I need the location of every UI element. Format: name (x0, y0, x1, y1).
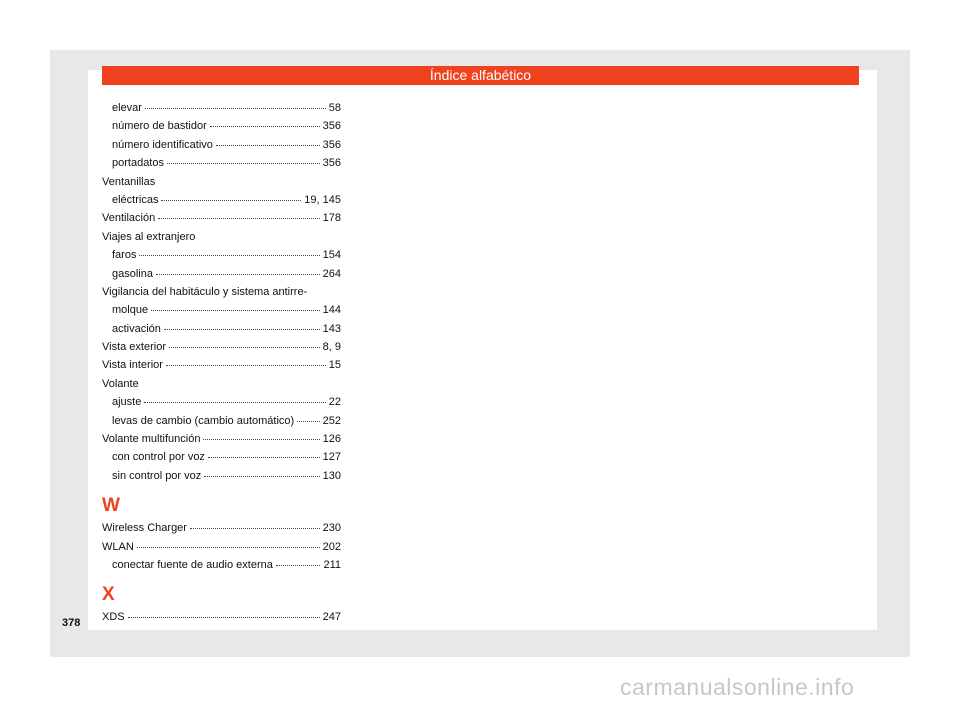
index-entry (102, 338, 341, 356)
index-page-ref: 15 (328, 359, 341, 372)
index-column (102, 99, 341, 627)
index-entry (102, 228, 341, 246)
dot-leader (169, 347, 320, 348)
index-term: gasolina (112, 267, 153, 280)
dot-leader (161, 200, 301, 201)
dot-leader (166, 365, 326, 366)
index-page-ref: 356 (322, 120, 341, 133)
index-entry (102, 608, 341, 626)
dot-leader (204, 476, 319, 477)
index-term: número identificativo (112, 138, 213, 151)
index-page-ref: 178 (322, 212, 341, 225)
index-page-ref: 126 (322, 433, 341, 446)
index-term: Volante multifunción (102, 433, 201, 446)
dot-leader (208, 457, 320, 458)
index-term: Ventilación (102, 212, 156, 225)
index-term: elevar (112, 102, 142, 114)
index-page-ref: 264 (322, 267, 341, 280)
index-term: Viajes al extranjero (102, 230, 196, 243)
index-page-ref: 356 (322, 138, 341, 151)
index-page-ref: 127 (322, 451, 341, 464)
index-page-ref: 230 (322, 522, 341, 535)
dot-leader (164, 329, 320, 330)
index-term: sin control por voz (112, 469, 202, 482)
index-term: portadatos (112, 157, 164, 170)
index-entry (102, 246, 341, 264)
index-page-ref: 247 (322, 611, 341, 624)
index-entry (102, 301, 341, 319)
index-page-ref: 211 (323, 558, 341, 571)
dot-leader (216, 145, 320, 146)
section-letter-w: W (102, 495, 120, 517)
index-page-ref: 130 (322, 469, 341, 482)
dot-leader (167, 163, 320, 164)
dot-leader (144, 402, 325, 403)
index-page-ref: 143 (322, 322, 341, 335)
index-entry (102, 556, 341, 574)
index-entry (102, 191, 341, 209)
index-entry (102, 154, 341, 172)
dot-leader (190, 528, 320, 529)
index-list-v (102, 99, 341, 485)
index-entry (102, 283, 341, 301)
index-entry (102, 393, 341, 411)
dot-leader (156, 274, 320, 275)
dot-leader (137, 547, 320, 548)
index-term: Wireless Charger (102, 522, 187, 535)
index-entry (102, 519, 341, 537)
index-page-ref: 144 (322, 304, 341, 317)
index-page-ref: 356 (322, 157, 341, 170)
index-term: levas de cambio (cambio automático) (112, 414, 295, 427)
index-entry (102, 375, 341, 393)
index-page-ref: 154 (322, 249, 341, 262)
dot-leader (145, 108, 326, 109)
index-term: faros (112, 249, 137, 262)
dot-leader (151, 310, 320, 311)
index-list-x (102, 608, 341, 626)
index-term: WLAN (102, 540, 134, 553)
index-page-ref: 252 (322, 414, 341, 427)
index-entry (102, 448, 341, 466)
watermark: carmanualsonline.info (620, 674, 855, 700)
dot-leader (210, 126, 320, 127)
index-term: Vista exterior (102, 341, 166, 354)
index-term: Ventanillas (102, 175, 156, 188)
index-term: Volante (102, 377, 139, 390)
index-entry (102, 136, 341, 154)
index-entry (102, 412, 341, 430)
index-term: molque (112, 304, 149, 317)
dot-leader (158, 218, 319, 219)
dot-leader (276, 565, 321, 566)
index-term: conectar fuente de audio externa (112, 558, 273, 571)
index-entry (102, 173, 341, 191)
index-entry (102, 265, 341, 283)
index-term: número de bastidor (112, 120, 207, 133)
section-letter-x: X (102, 584, 115, 606)
index-entry (102, 356, 341, 374)
index-entry (102, 538, 341, 556)
index-page-ref: 58 (328, 102, 341, 114)
index-page-ref: 19, 145 (304, 193, 341, 206)
index-list-w (102, 519, 341, 574)
index-term: eléctricas (112, 193, 159, 206)
index-page-ref: 202 (322, 540, 341, 553)
index-term: con control por voz (112, 451, 205, 464)
index-entry (102, 430, 341, 448)
dot-leader (128, 617, 320, 618)
index-term: Vista interior (102, 359, 163, 372)
index-term: Vigilancia del habitáculo y sistema antirre- (102, 285, 308, 298)
page-header-title: Índice alfabético (102, 66, 859, 85)
index-term: activación (112, 322, 161, 335)
dot-leader (203, 439, 319, 440)
index-page-ref: 8, 9 (322, 341, 341, 354)
index-page-ref: 22 (328, 396, 341, 409)
dot-leader (297, 421, 319, 422)
index-entry (102, 209, 341, 227)
index-entry (102, 320, 341, 338)
dot-leader (139, 255, 319, 256)
page-number: 378 (62, 617, 81, 629)
index-entry (102, 99, 341, 117)
index-term: XDS (102, 611, 125, 624)
index-entry (102, 467, 341, 485)
index-term: ajuste (112, 396, 142, 409)
index-entry (102, 117, 341, 135)
